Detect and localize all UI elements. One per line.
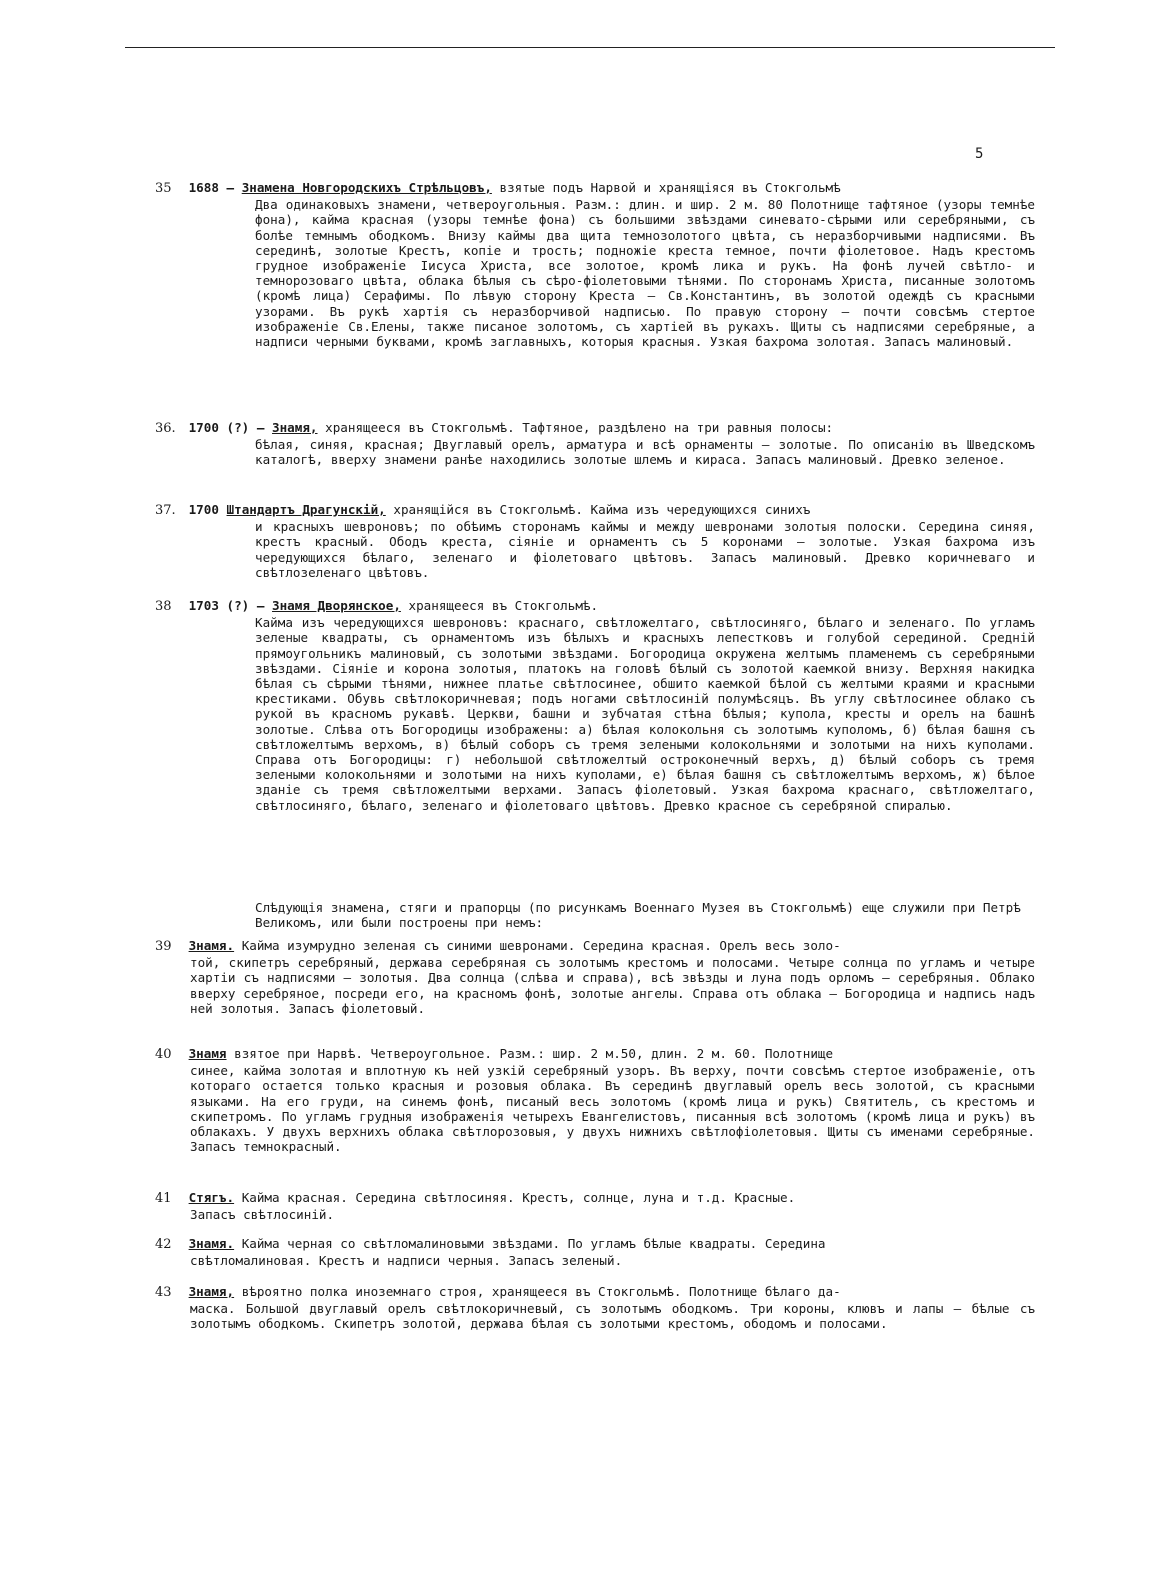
entry-40 [155, 1046, 1035, 1154]
entry-title: Знамя. [188, 938, 235, 953]
entry-head-text: вѣроятно полка иноземнаго строя, хранящееся въ Стокгольмѣ. Полотнище бѣлаго да- [241, 1284, 841, 1299]
entry-number: 36. [155, 421, 176, 436]
entry-number: 41 [155, 1191, 172, 1206]
entry-body: Запасъ свѣтлосиній. [190, 1207, 335, 1223]
entry-head-text: хранящееся въ Стокгольмѣ. [408, 598, 599, 613]
intro-paragraph: Слѣдующія знамена, стяги и прапорцы (по рисункамъ Военнаго Музея въ Стокгольмѣ) еще служили при Петрѣ Великомъ, или были построены при немъ: [255, 900, 1021, 931]
entry-number: 38 [155, 599, 172, 614]
entry-42 [155, 1236, 1035, 1268]
entry-title: Знамя, [188, 1284, 235, 1299]
entry-title: Знамя. [188, 1236, 235, 1251]
entry-head-text: взятые подъ Нарвой и хранящіяся въ Стокгольмѣ [499, 180, 841, 195]
entry-41 [155, 1190, 1035, 1222]
entry-title: Знамена Новгородскихъ Стрѣльцовъ, [241, 180, 492, 195]
entry-head-text: Кайма черная со свѣтломалиновыми звѣздами. По угламъ бѣлые квадраты. Середина [241, 1236, 826, 1251]
entry-body: бѣлая, синяя, красная; Двуглавый орелъ, арматура и всѣ орнаменты – золотые. По описанію въ Шведскомъ каталогѣ, вверху знамени ранѣе находились золотые шлемъ и кираса. Запасъ малиновый. Древко зеленое. [255, 437, 1035, 468]
entry-head-text: Кайма изумрудно зеленая съ синими шевронами. Середина красная. Орелъ весь золо- [241, 938, 841, 953]
entry-title: Знамя Дворянское, [272, 598, 401, 613]
entry-body: свѣтломалиновая. Крестъ и надписи черныя. Запасъ зеленый. [190, 1253, 623, 1269]
entry-number: 43 [155, 1285, 172, 1300]
entry-body: Кайма изъ чередующихся шевроновъ: краснаго, свѣтложелтаго, свѣтлосиняго, бѣлаго и зеленаго. По угламъ зеленые квадраты, съ орнаментомъ изъ бѣлыхъ и красныхъ лепестковъ и голубой серединой. Средній прямоугольникъ малиновый, съ золотыми звѣздами. Богородица окружена желтымъ пламенемъ съ серебряными звѣздами. Сіяніе и корона золотыя, платокъ на головѣ бѣлый съ золотой каемкой внизу. Верхняя накидка бѣлая съ сѣрыми тѣнями, нижнее платье свѣтлосинее, обшито каемкой бѣлой съ желтыми краями и красными крестиками. Обувь свѣтлокоричневая; подъ ногами свѣтлосиній полумѣсяцъ. Въ углу свѣтлосинее облако съ рукой въ красномъ рукавѣ. Церкви, башни и зубчатая стѣна бѣлыя; купола, кресты и орелъ на башнѣ золотые. Слѣва отъ Богородицы изображены: а) бѣлая колокольня съ золотымъ куполомъ, б) бѣлая башня съ свѣтложелтымъ верхомъ, в) бѣлый соборъ съ тремя зелеными колокольнями и золотыми на нихъ куполами. Справа отъ Богородицы: г) небольшой свѣтложелтый остроконечный верхъ, д) бѣлый соборъ съ тремя зелеными колокольнями и золотыми на нихъ куполами, е) бѣлая башня съ свѣтложелтымъ верхомъ, ж) бѣлое зданіе съ тремя свѣтложелтыми верхами. Запасъ фіолетовый. Узкая бахрома краснаго, свѣтложелтаго, свѣтлосиняго, бѣлаго, зеленаго и фіолетоваго цвѣтовъ. Древко красное съ серебряной спиралью. [255, 615, 1035, 813]
entry-head-text: Кайма красная. Середина свѣтлосиняя. Крестъ, солнце, луна и т.д. Красные. [241, 1190, 796, 1205]
entry-year: 1700 (?) – [188, 420, 265, 435]
entry-title: Знамя [188, 1046, 227, 1061]
entry-year: 1703 (?) – [188, 598, 265, 613]
entry-title: Стягъ. [188, 1190, 235, 1205]
entry-number: 40 [155, 1047, 172, 1062]
entry-body: той, скипетръ серебряный, держава серебряная съ золотымъ крестомъ и полосами. Четыре солнца по угламъ и четыре хартіи съ надписями – золотыя. Два солнца (слѣва и справа), всѣ звѣзды и луна подъ орломъ – серебряныя. Облако вверху серебряное, посреди его, на красномъ фонѣ, золотые ангелы. Справа отъ облака – Богородица и надпись надъ ней золотыя. Запасъ фіолетовый. [190, 955, 1035, 1016]
entry-head-text: взятое при Нарвѣ. Четвероугольное. Разм.: шир. 2 м.50, длин. 2 м. 60. Полотнище [234, 1046, 834, 1061]
entry-year: 1700 [188, 502, 219, 517]
entry-35 [155, 180, 1035, 349]
entry-number: 37. [155, 503, 176, 518]
entry-head [155, 502, 1035, 518]
entry-head-text: хранящееся въ Стокгольмѣ. Тафтяное, раздѣлено на три равныя полосы: [325, 420, 834, 435]
entry-number: 35 [155, 181, 172, 196]
entry-39 [155, 938, 1035, 1016]
top-rule [125, 47, 1055, 48]
entry-38 [155, 598, 1035, 813]
entry-head-text: хранящійся въ Стокгольмѣ. Кайма изъ чередующихся синихъ [393, 502, 811, 517]
entry-head [155, 420, 1035, 436]
entry-36 [155, 420, 1035, 468]
entry-year: 1688 – [188, 180, 235, 195]
entry-head [155, 180, 1035, 196]
entry-head [155, 1284, 1035, 1300]
entry-head [155, 598, 1035, 614]
page-number: 5 [975, 146, 984, 162]
entry-title: Знамя, [272, 420, 318, 435]
entry-number: 42 [155, 1237, 172, 1252]
entry-body: маска. Большой двуглавый орелъ свѣтлокоричневый, съ золотымъ ободкомъ. Три короны, клювъ и лапы – бѣлые съ золотымъ ободкомъ. Скипетръ золотой, держава бѣлая съ золотыми крестомъ, ободомъ и полосами. [190, 1301, 1035, 1332]
entry-body: синее, кайма золотая и вплотную къ ней узкій серебряный узоръ. Въ верху, почти совсѣмъ стертое изображеніе, отъ котораго остается только красныя и розовыя облака. Въ серединѣ двуглавый орелъ весь золотой, съ красными языками. На его груди, на синемъ фонѣ, писаный весь золотомъ (кромѣ лица и рукъ) Святитель, съ крестомъ и скипетромъ. По угламъ грудныя изображенія четырехъ Евангелистовъ, писанныя всѣ золотомъ (кромѣ лица и рукъ) въ облакахъ. У двухъ верхнихъ облака свѣтлорозовыя, у двухъ нижнихъ свѣтлофіолетовыя. Щиты съ именами серебряные. Запасъ темнокрасный. [190, 1063, 1035, 1155]
entry-head [155, 1190, 1035, 1206]
entry-head [155, 938, 1035, 954]
entry-head [155, 1046, 1035, 1062]
entry-body: и красныхъ шевроновъ; по обѣимъ сторонамъ каймы и между шевронами золотыя полоски. Середина синяя, крестъ красный. Ободъ креста, сіяніе и орнаментъ съ 5 коронами – золотые. Узкая бахрома изъ чередующихся бѣлаго, зеленаго и фіолетоваго цвѣтовъ. Запасъ малиновый. Древко коричневаго и свѣтлозеленаго цвѣтовъ. [255, 519, 1035, 580]
entry-head [155, 1236, 1035, 1252]
entry-title: Штандартъ Драгунскій, [226, 502, 386, 517]
entry-body: Два одинаковыхъ знамени, четвероугольныя. Разм.: длин. и шир. 2 м. 80 Полотнище тафтяное (узоры темнѣе фона), кайма красная (узоры темнѣе фона) съ большими звѣздами синевато-сѣрыми или серебряными, съ болѣе темнымъ ободкомъ. Внизу каймы два щита темнозолотого цвѣта, съ неразборчивыми надписями. Въ серединѣ, золотые Крестъ, копіе и трость; подножіе креста темное, почти фіолетовое. Надъ крестомъ грудное изображеніе Іисуса Христа, все золотое, кромѣ лика и рукъ. На фонѣ лучей свѣтло- и темнорозоваго цвѣта, облака бѣлыя съ сѣро-фіолетовыми тѣнями. По сторонамъ Христа, писанные золотомъ (кромѣ лица) Серафимы. По лѣвую сторону Креста – Св.Константинъ, въ золотой одеждѣ съ красными узорами. Въ рукѣ хартія съ неразборчивой надписью. По правую сторону – почти совсѣмъ стертое изображеніе Св.Елены, также писаное золотомъ, съ хартіей въ рукахъ. Щиты съ надписями серебряные, а надписи черными буквами, кромѣ заглавныхъ, которыя красныя. Узкая бахрома золотая. Запасъ малиновый. [255, 197, 1035, 350]
entry-43 [155, 1284, 1035, 1332]
entry-number: 39 [155, 939, 172, 954]
entry-37 [155, 502, 1035, 580]
